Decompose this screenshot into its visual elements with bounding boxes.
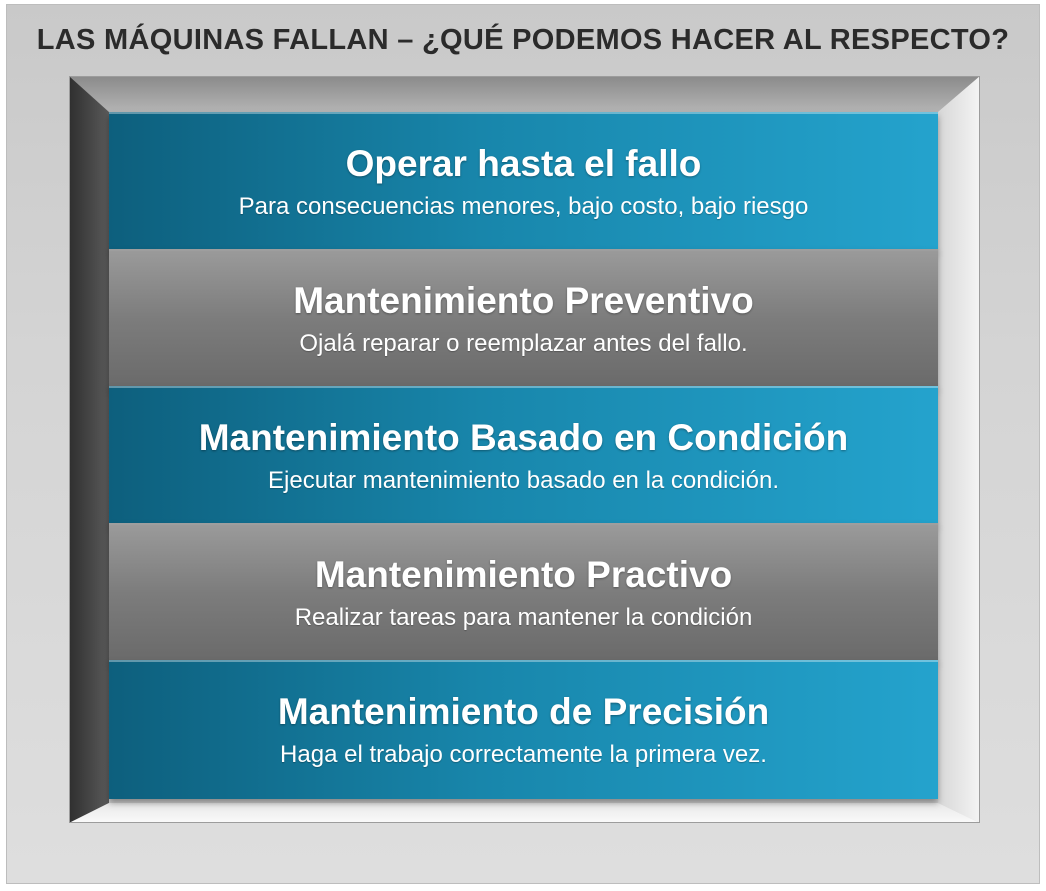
tier-run-to-failure <box>109 112 938 251</box>
tier-heading: Mantenimiento Basado en Condición <box>198 417 849 458</box>
page-title: LAS MÁQUINAS FALLAN – ¿QUÉ PODEMOS HACER AL RESPECTO? <box>36 24 1010 56</box>
tier-heading: Operar hasta el fallo <box>345 143 702 184</box>
tier-description: Para consecuencias menores, bajo costo, bajo riesgo <box>238 193 809 220</box>
tier-description: Ojalá reparar o reemplazar antes del fallo. <box>299 330 748 357</box>
recessed-box <box>69 76 980 823</box>
tier-description: Ejecutar mantenimiento basado en la condición. <box>268 467 779 494</box>
tier-heading: Mantenimiento Practivo <box>314 554 733 595</box>
tier-preventive <box>109 249 938 388</box>
tier-description: Realizar tareas para mantener la condición <box>294 604 753 631</box>
tier-proactive <box>109 523 938 662</box>
maintenance-stack <box>109 112 938 797</box>
tier-description: Haga el trabajo correctamente la primera vez. <box>280 741 767 768</box>
tier-heading: Mantenimiento de Precisión <box>277 691 770 732</box>
tier-heading: Mantenimiento Preventivo <box>293 280 754 321</box>
tier-condition-based <box>109 386 938 525</box>
tier-precision <box>109 660 938 799</box>
